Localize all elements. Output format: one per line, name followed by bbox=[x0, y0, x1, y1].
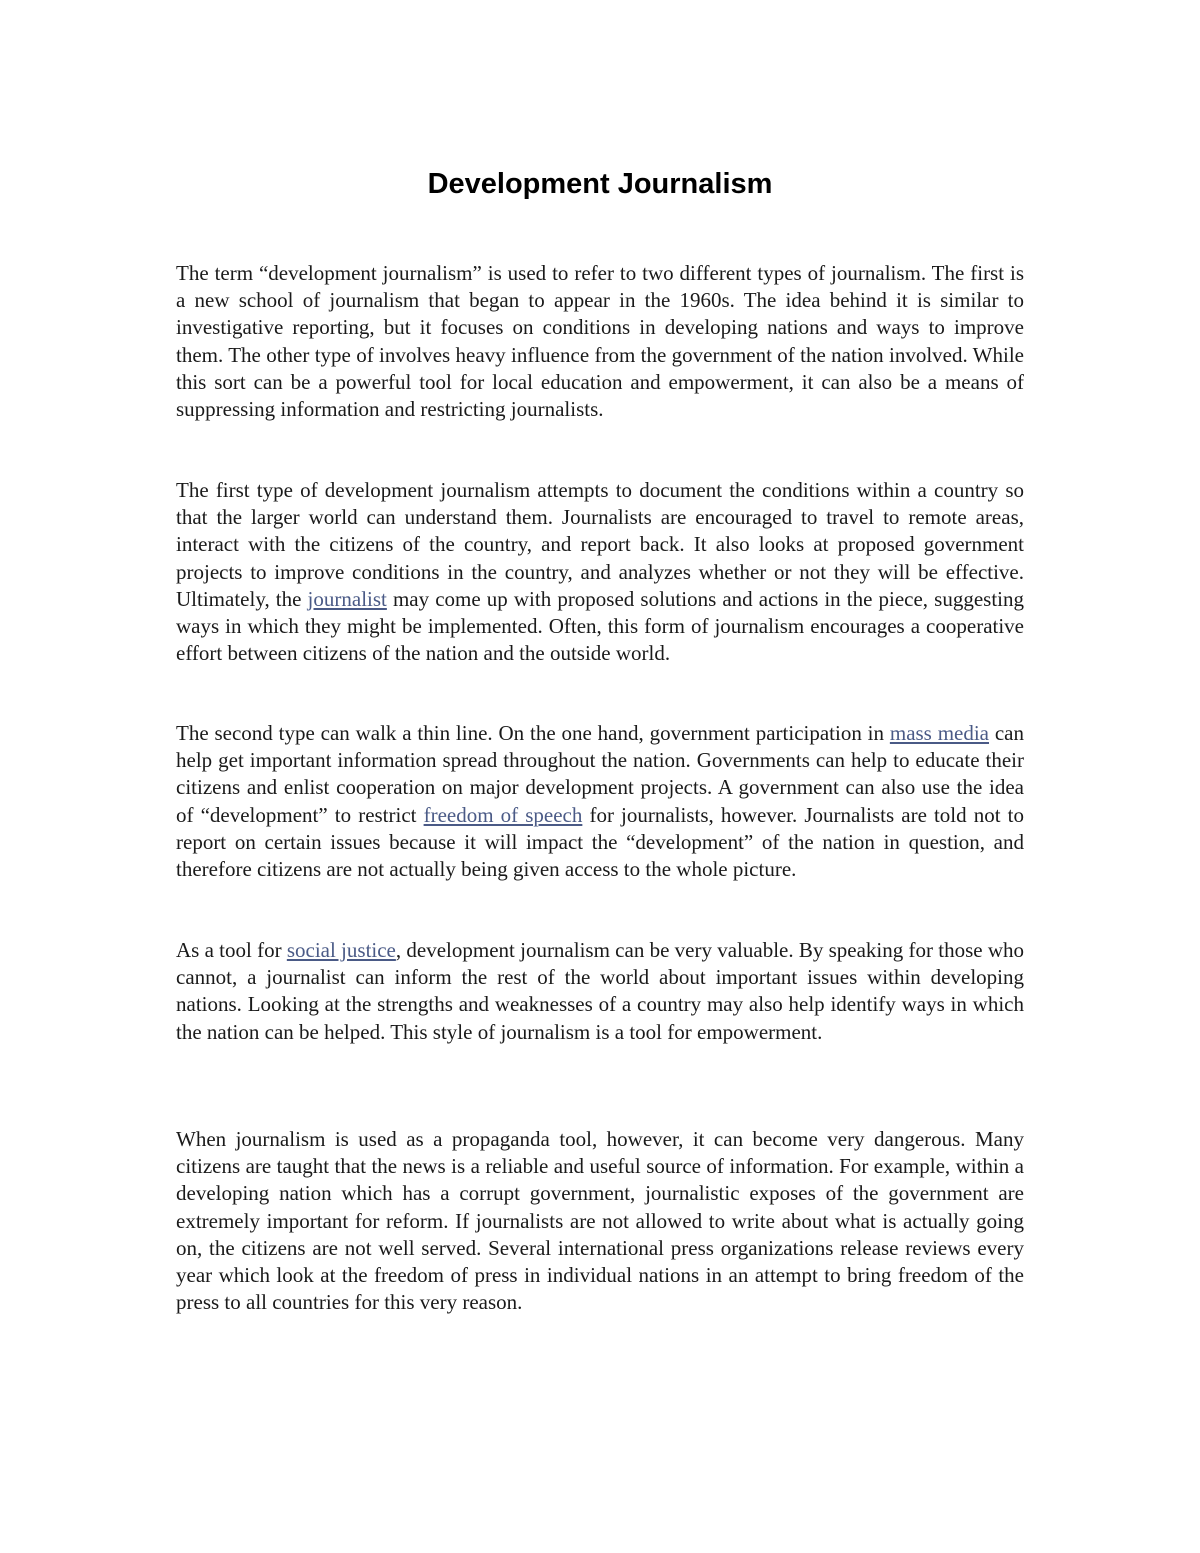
journalist-link[interactable]: journalist bbox=[307, 586, 387, 611]
paragraph-text: As a tool for bbox=[176, 938, 287, 962]
paragraph-1 bbox=[176, 260, 1024, 423]
paragraph-text: When journalism is used as a propaganda tool, however, it can become very dangerous. Many citizens are taught that the news is a reliable and useful source of information. For example, within a developing nation which has a corrupt government, journalistic exposes of the government are extremely important for reform. If journalists are not allowed to write about what is actually going on, the citizens are not well served. Several international press organizations release reviews every year which look at the freedom of press in individual nations in an attempt to bring freedom of the press to all countries for this very reason. bbox=[176, 1127, 1024, 1315]
paragraph-text: The first type of development journalism attempts to document the conditions within a country so that the larger world can understand them. Journalists are encouraged to travel to remote areas, interact with the citizens of the country, and report back. It also looks at proposed government projects to improve conditions in the country, and analyzes whether or not they will be effective. Ultimately, the bbox=[176, 478, 1024, 611]
paragraph-2 bbox=[176, 477, 1024, 667]
paragraph-text: , development journalism can be very valuable. By speaking for those who cannot, a journalist can inform the rest of the world about important issues within developing nations. Looking at the strengths and weaknesses of a country may also help identify ways in which the nation can be helped. This style of journalism is a tool for empowerment. bbox=[176, 938, 1024, 1044]
paragraph-text: may come up with proposed solutions and actions in the piece, suggesting ways in which they might be implemented. Often, this form of journalism encourages a cooperative effort between citizens of the nation and the outside world. bbox=[176, 586, 1024, 666]
paragraph-text: can help get important information spread throughout the nation. Governments can help to educate their citizens and enlist cooperation on major development projects. A government can also use the idea of “development” to restrict bbox=[176, 721, 1024, 827]
paragraph-5 bbox=[176, 1126, 1024, 1316]
paragraph-text: The term “development journalism” is used to refer to two different types of journalism. The first is a new school of journalism that began to appear in the 1960s. The idea behind it is similar to investigative reporting, but it focuses on conditions in developing nations and ways to improve them. The other type of involves heavy influence from the government of the nation involved. While this sort can be a powerful tool for local education and empowerment, it can also be a means of suppressing information and restricting journalists. bbox=[176, 261, 1024, 422]
paragraph-text: The second type can walk a thin line. On the one hand, government participation in bbox=[176, 721, 890, 745]
paragraph-text: for journalists, however. Journalists are told not to report on certain issues because it will impact the “development” of the nation in question, and therefore citizens are not actually being given access to the whole picture. bbox=[176, 802, 1024, 882]
paragraph-3 bbox=[176, 720, 1024, 883]
document-title: Development Journalism bbox=[427, 168, 773, 200]
paragraph-4 bbox=[176, 937, 1024, 1046]
social-justice-link[interactable]: social justice bbox=[286, 938, 396, 962]
freedom-of-speech-link[interactable]: freedom of speech bbox=[423, 802, 583, 827]
mass-media-link[interactable]: mass media bbox=[889, 721, 990, 745]
